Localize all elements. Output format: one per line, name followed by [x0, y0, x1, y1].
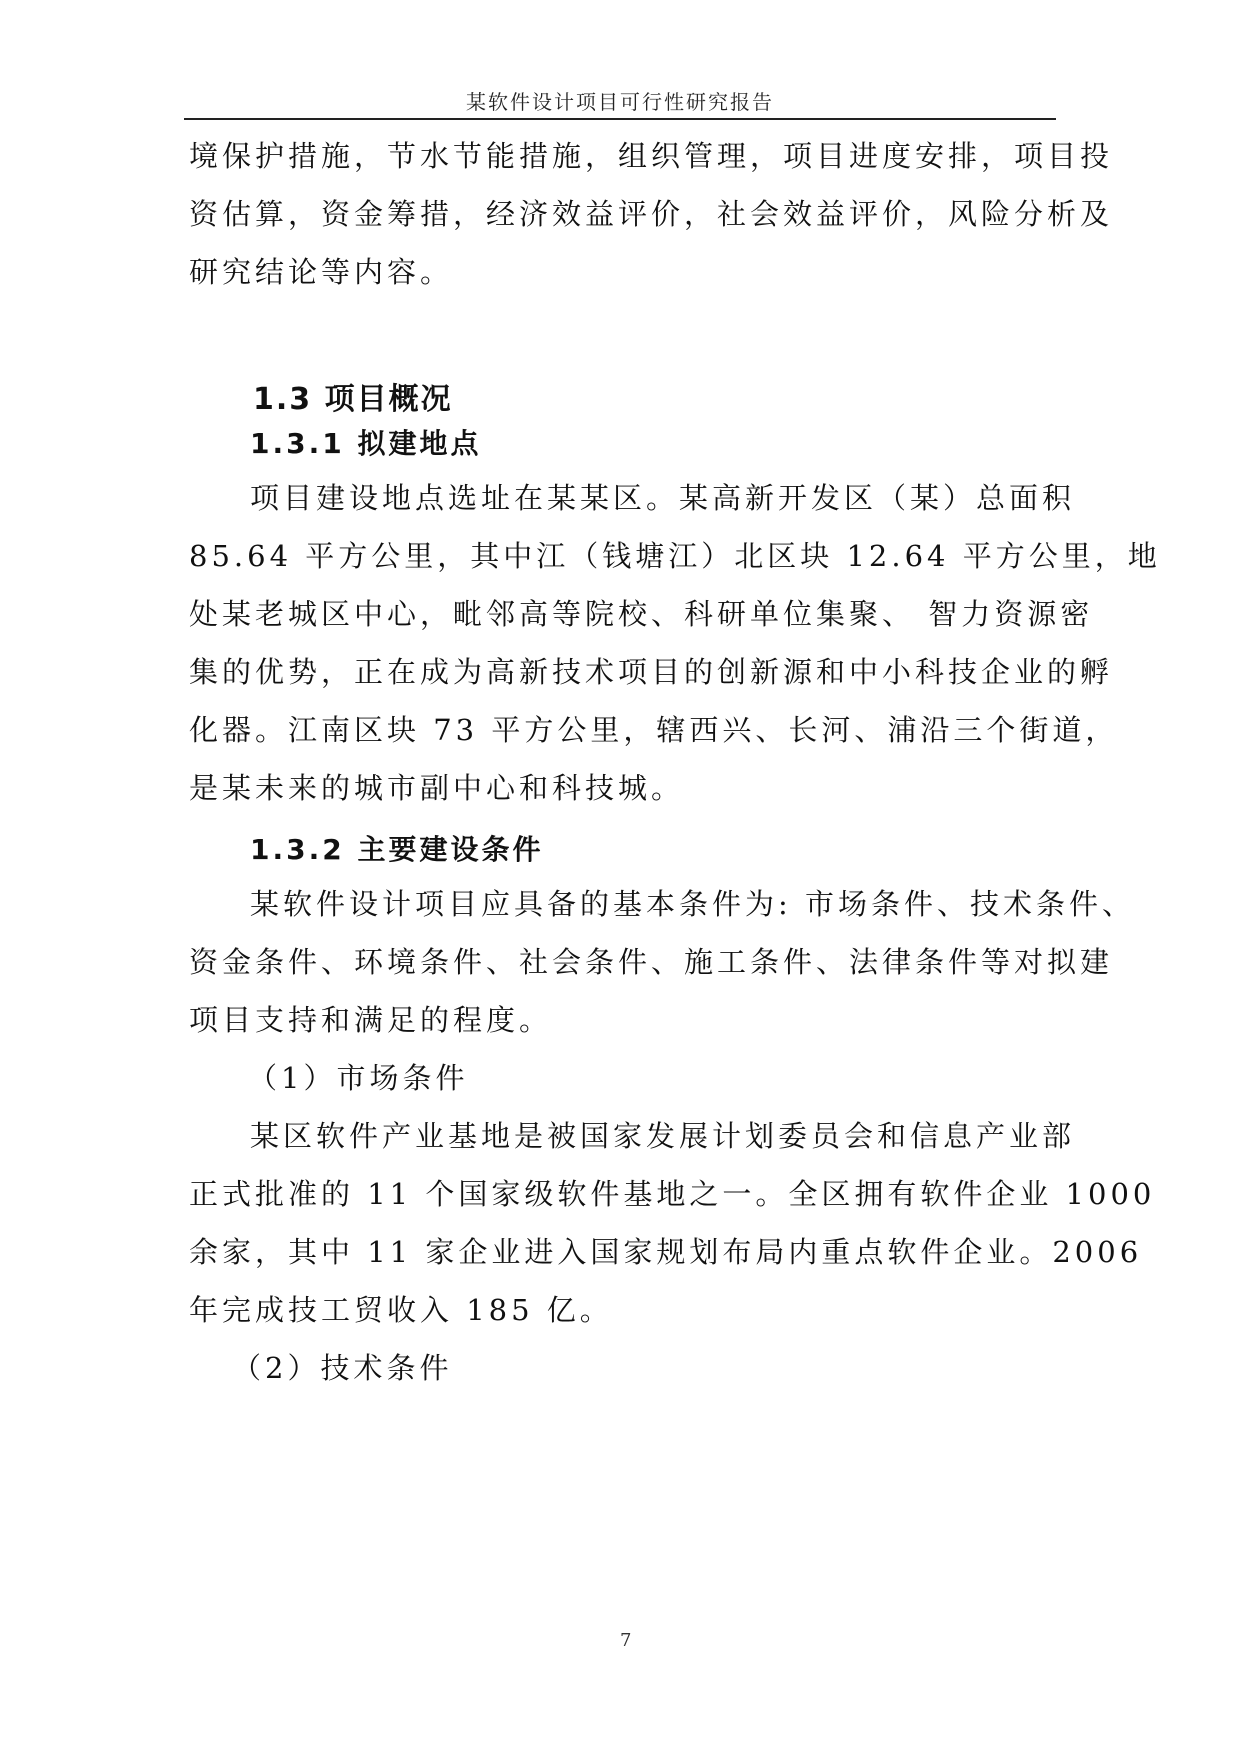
paragraph-line: 资金条件、环境条件、社会条件、施工条件、法律条件等对拟建	[189, 945, 1114, 979]
paragraph-line: 资估算，资金筹措，经济效益评价，社会效益评价，风险分析及	[189, 197, 1114, 231]
section-heading-1-3: 1.3 项目概况	[253, 382, 453, 417]
subsection-market-conditions: （1）市场条件	[248, 1061, 469, 1095]
paragraph-line: 某区软件产业基地是被国家发展计划委员会和信息产业部	[250, 1119, 1076, 1153]
paragraph-line: 年完成技工贸收入 185 亿。	[189, 1293, 613, 1327]
page-header-title: 某软件设计项目可行性研究报告	[466, 90, 774, 114]
paragraph-line: 集的优势，正在成为高新技术项目的创新源和中小科技企业的孵	[189, 655, 1114, 689]
paragraph-line: 项目建设地点选址在某某区。某高新开发区（某）总面积	[250, 481, 1076, 515]
paragraph-line: 境保护措施，节水节能措施，组织管理，项目进度安排，项目投	[189, 139, 1114, 173]
subsection-technical-conditions: （2）技术条件	[232, 1351, 453, 1385]
paragraph-line: 85.64 平方公里，其中江（钱塘江）北区块 12.64 平方公里，地	[189, 539, 1161, 573]
paragraph-line: 余家，其中 11 家企业进入国家规划布局内重点软件企业。2006	[189, 1235, 1143, 1269]
paragraph-line: 项目支持和满足的程度。	[189, 1003, 553, 1037]
header-rule	[184, 118, 1056, 120]
paragraph-line: 某软件设计项目应具备的基本条件为: 市场条件、技术条件、	[250, 887, 1135, 921]
paragraph-line: 研究结论等内容。	[189, 255, 454, 289]
section-heading-1-3-1: 1.3.1 拟建地点	[250, 427, 482, 460]
section-heading-1-3-2: 1.3.2 主要建设条件	[250, 833, 544, 866]
paragraph-line: 化器。江南区块 73 平方公里，辖西兴、长河、浦沿三个街道，	[189, 713, 1119, 747]
page-number: 7	[620, 1630, 632, 1651]
paragraph-line: 正式批准的 11 个国家级软件基地之一。全区拥有软件企业 1000	[189, 1177, 1156, 1211]
paragraph-line: 处某老城区中心，毗邻高等院校、科研单位集聚、 智力资源密	[189, 597, 1094, 631]
paragraph-line: 是某未来的城市副中心和科技城。	[189, 771, 685, 805]
